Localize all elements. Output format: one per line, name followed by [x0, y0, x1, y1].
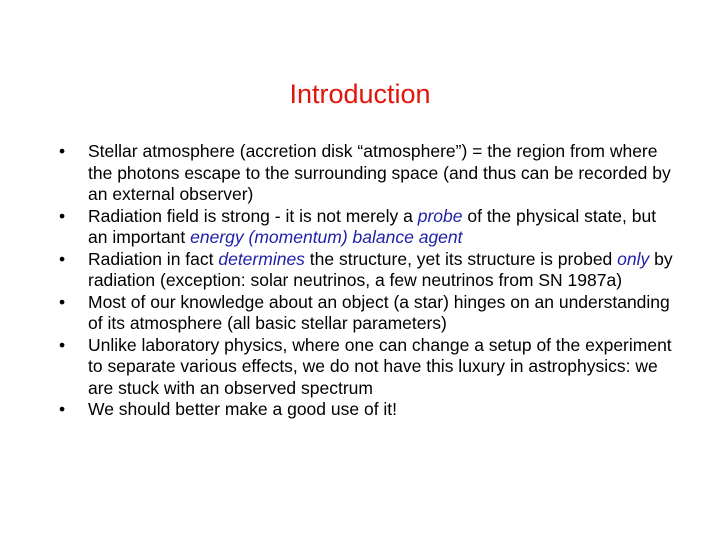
- bullet-text: the structure, yet its structure is probed: [304, 248, 618, 269]
- bullet-item: [56, 141, 676, 206]
- slide-title: Introduction: [289, 79, 431, 109]
- bullet-item: [56, 399, 676, 421]
- bullet-list: [56, 141, 676, 421]
- bullet-text: Radiation in fact: [88, 248, 219, 269]
- bullet-text: Radiation field is strong - it is not merely a: [88, 205, 418, 226]
- bullet-text: Unlike laboratory physics, where one can change a setup of the experiment to separate various effects, we do not have this luxury in astrophysics: we are stuck with an observed spectrum: [88, 334, 672, 398]
- bullet-text: by radiation (exception: solar neutrinos, a few neutrinos from SN 1987a): [88, 248, 673, 290]
- bullet-icon: •: [59, 399, 66, 419]
- bullet-text: Stellar atmosphere (accretion disk “atmosphere”) = the region from where the photons escape to the surrounding space (and thus can be recorded by an external observer): [88, 141, 671, 204]
- emphasis-text: energy (momentum) balance agent: [190, 227, 463, 247]
- bullet-item: [56, 335, 676, 400]
- emphasis-text: determines: [218, 248, 305, 269]
- bullet-icon: •: [59, 248, 66, 269]
- bullet-item: [56, 292, 676, 335]
- bullet-icon: •: [59, 205, 66, 226]
- emphasis-text: only: [617, 248, 650, 269]
- bullet-item: [56, 249, 676, 292]
- bullet-icon: •: [59, 141, 66, 161]
- bullet-text: Most of our knowledge about an object (a star) hinges on an understanding of its atmosphere (all basic stellar parameters): [88, 291, 670, 333]
- bullet-text: We should better make a good use of it!: [88, 399, 398, 419]
- emphasis-text: probe: [417, 205, 463, 226]
- bullet-text: of the physical state, but an important: [88, 205, 657, 247]
- bullet-icon: •: [59, 291, 66, 312]
- bullet-item: [56, 206, 676, 249]
- bullet-icon: •: [59, 334, 66, 355]
